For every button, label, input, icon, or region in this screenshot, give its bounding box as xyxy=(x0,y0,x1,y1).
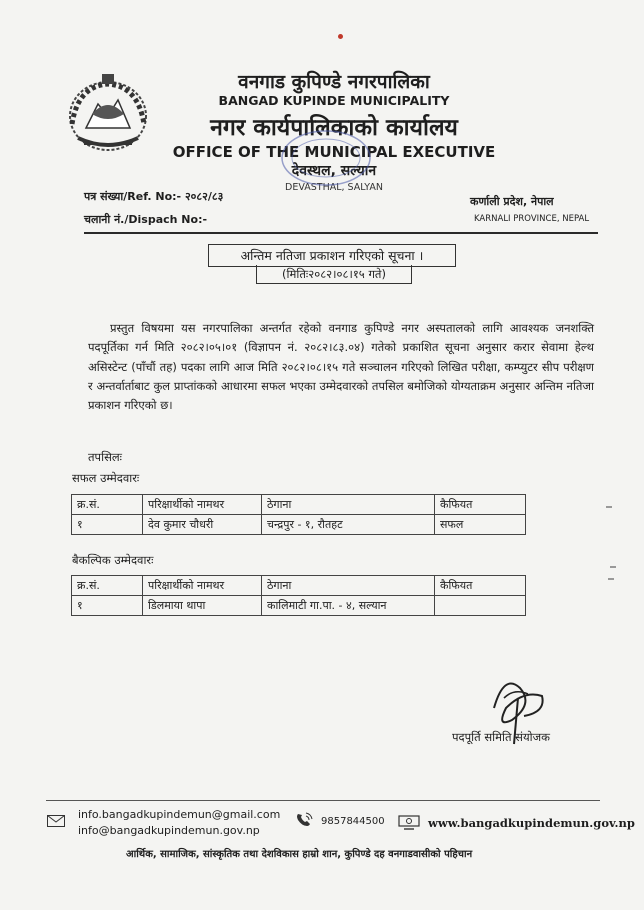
successful-candidates-label: सफल उम्मेदवारः xyxy=(72,471,140,485)
province-en: KARNALI PROVINCE, NEPAL xyxy=(474,214,590,224)
place-np: देवस्थल, सल्यान xyxy=(291,163,377,179)
header-sn: क्र.सं. xyxy=(72,495,143,515)
cell-name: देव कुमार चौधरी xyxy=(143,515,262,535)
scan-mark xyxy=(608,578,614,580)
scan-mark xyxy=(610,566,616,568)
phone-number[interactable]: 9857844500 xyxy=(321,816,385,827)
municipality-name-en: BANGAD KUPINDE MUNICIPALITY xyxy=(218,93,450,108)
office-name-en: OFFICE OF THE MUNICIPAL EXECUTIVE xyxy=(172,143,496,161)
notice-date: (मितिः२०८२।०८।१५ गते) xyxy=(256,265,412,284)
signatory-title: पदपूर्ति समिति संयोजक xyxy=(452,730,550,744)
header-remark: कैफियत xyxy=(435,495,526,515)
office-name-np: नगर कार्यपालिकाको कार्यालय xyxy=(210,115,458,141)
footer-divider xyxy=(46,800,600,801)
table-header-row xyxy=(72,576,526,596)
table-header-row xyxy=(72,495,526,515)
table-row xyxy=(72,596,526,616)
alternate-candidates-label: बैकल्पिक उम्मेदवारः xyxy=(72,553,154,567)
phone-icon xyxy=(294,811,314,829)
header-name: परिक्षार्थीको नामथर xyxy=(143,576,262,596)
alternate-candidates-table xyxy=(71,575,526,616)
cell-name: डिलमाया थापा xyxy=(143,596,262,616)
header-address: ठेगाना xyxy=(262,576,435,596)
website-link[interactable]: www.bangadkupindemun.gov.np xyxy=(428,816,635,830)
cell-sn: १ xyxy=(72,515,143,535)
cell-sn: १ xyxy=(72,596,143,616)
cell-address: कालिमाटी गा.पा. - ४, सल्यान xyxy=(262,596,435,616)
header-divider xyxy=(84,232,598,234)
scan-mark xyxy=(606,506,612,508)
place-en: DEVASTHAL, SALYAN xyxy=(285,182,383,193)
email-secondary[interactable]: info@bangadkupindemun.gov.np xyxy=(78,824,260,837)
successful-candidates-table xyxy=(71,494,526,535)
office-stamp-icon xyxy=(278,128,374,188)
reference-number: पत्र संख्या/Ref. No:- २०८२/८३ xyxy=(84,190,224,203)
footer-slogan: आर्थिक, सामाजिक, सांस्कृतिक तथा देशविकास हाम्रो शान, कुपिण्डे दह वनगाडवासीको पहिचान xyxy=(126,849,473,860)
table-row xyxy=(72,515,526,535)
cell-remark: सफल xyxy=(435,515,526,535)
cell-remark xyxy=(435,596,526,616)
header-address: ठेगाना xyxy=(262,495,435,515)
envelope-icon xyxy=(47,815,65,827)
notice-title: अन्तिम नतिजा प्रकाशन गरिएको सूचना । xyxy=(208,244,456,267)
province-np: कर्णाली प्रदेश, नेपाल xyxy=(470,195,554,208)
computer-monitor-icon xyxy=(398,815,420,830)
municipality-name-np: वनगाड कुपिण्डे नगरपालिका xyxy=(238,71,430,93)
header-remark: कैफियत xyxy=(435,576,526,596)
email-primary[interactable]: info.bangadkupindemun@gmail.com xyxy=(78,808,281,821)
cell-address: चन्द्रपुर - १, रौतहट xyxy=(262,515,435,535)
notice-body: प्रस्तुत विषयमा यस नगरपालिका अन्तर्गत रहेको वनगाड कुपिण्डे नगर अस्पतालको लागि आवश्यक जनशक्ति पदपूर्तिका गर्न मिति २०८२।०५।०१ (विज्ञापन नं. २०८२।८३.०४) गतेको प्रकाशित सूचना अनुसार करार सेवामा हेल्थ असिस्टेन्ट (पाँचौं तह) पदका लागि आज मिति २०८२।०८।१५ गते सञ्चालन गरिएको लिखित परीक्षा, कम्प्युटर सीप परीक्षण र अन्तर्वार्ताबाट कुल प्राप्तांकको आधारमा सफल भएका उम्मेदवारको तपसिल बमोजिको योग्यताक्रम अनुसार अन्तिम नतिजा प्रकाशन गरिएको छ। xyxy=(88,321,594,413)
header-name: परिक्षार्थीको नामथर xyxy=(143,495,262,515)
tapasil-label: तपसिलः xyxy=(88,450,122,464)
red-dot-mark xyxy=(338,34,343,39)
dispatch-number: चलानी नं./Dispach No:- xyxy=(84,213,208,226)
header-sn: क्र.सं. xyxy=(72,576,143,596)
